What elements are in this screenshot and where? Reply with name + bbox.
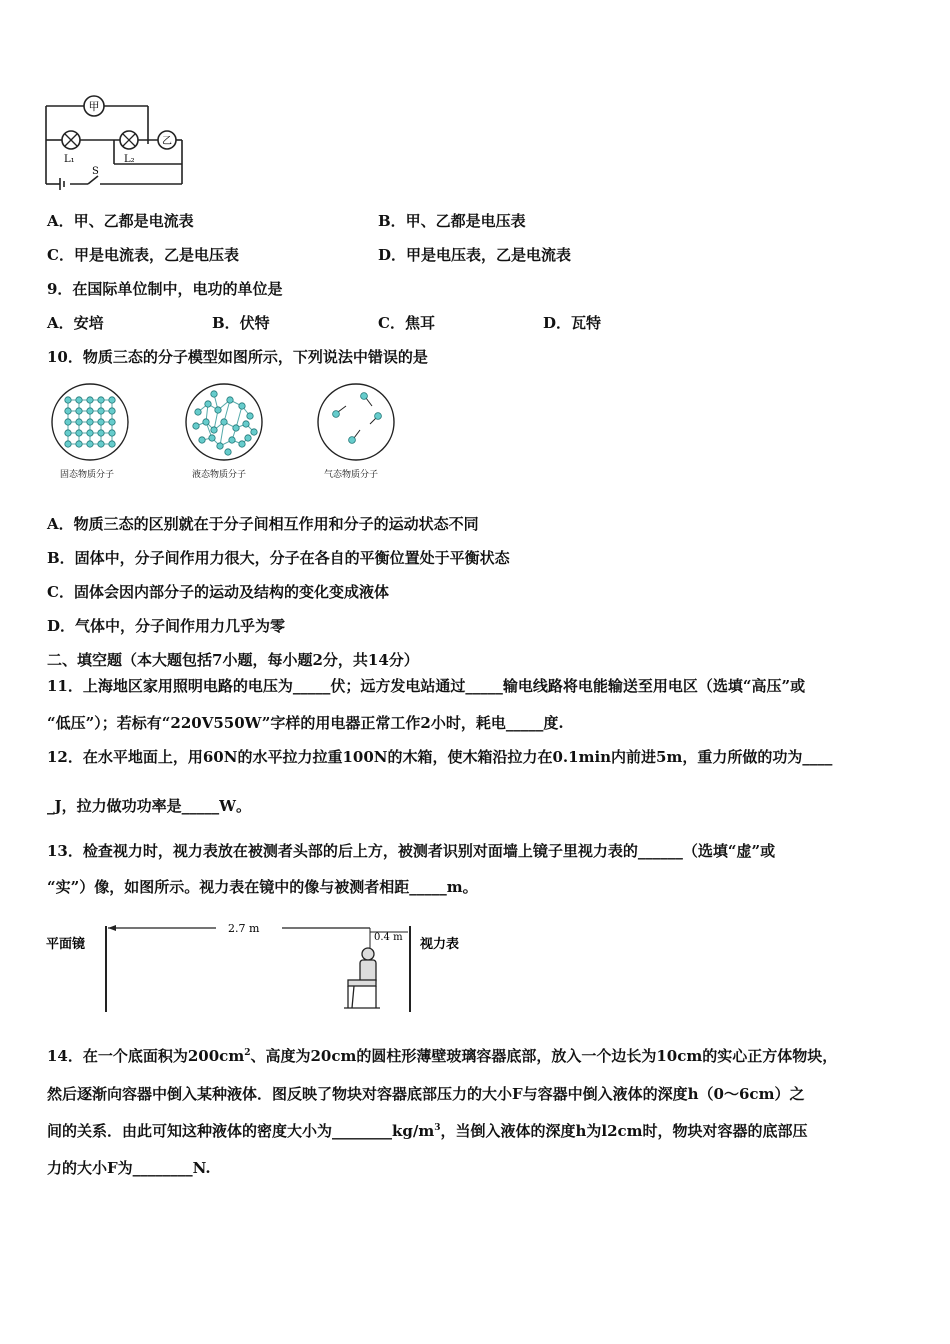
solid-molecule — [109, 397, 115, 403]
q8-option-c[interactable]: C．甲是电流表，乙是电压表 — [47, 246, 239, 264]
svg-text:L₁: L₁ — [64, 154, 75, 165]
solid-molecule — [109, 430, 115, 436]
solid-molecule — [109, 408, 115, 414]
solid-molecule — [87, 430, 93, 436]
lamp-l2 — [120, 131, 138, 165]
distance-total: 2.7 m — [228, 922, 260, 935]
solid-molecule — [87, 441, 93, 447]
q14-line1: 14．在一个底面积为$200cm^2$、高度为20cm的圆柱形薄壁玻璃容器底部，放入一个边长为10cm的实心正方体物块， — [47, 1047, 838, 1065]
solid-molecule — [87, 408, 93, 414]
solid-molecule-model — [50, 382, 130, 462]
chart-label: 视力表 — [420, 937, 460, 952]
solid-molecule — [98, 430, 104, 436]
q14-line4: 力的大小F为________N. — [47, 1159, 211, 1177]
caption-solid: 固态物质分子 — [60, 470, 115, 480]
person-figure — [344, 948, 380, 1008]
q9-option-c[interactable]: C．焦耳 — [378, 314, 435, 332]
q10-option-c[interactable]: C．固体会因内部分子的运动及结构的变化变成液体 — [47, 583, 389, 601]
switch-label: S — [92, 166, 99, 177]
section-heading: 二、填空题（本大题包括7小题，每小题2分，共14分） — [47, 651, 419, 669]
q9-stem: 9．在国际单位制中，电功的单位是 — [47, 280, 283, 298]
mirror-label: 平面镜 — [46, 937, 86, 952]
q9-option-b[interactable]: B．伏特 — [212, 314, 270, 332]
q8-option-b[interactable]: B．甲、乙都是电压表 — [378, 212, 526, 230]
lamp-l1 — [62, 131, 80, 165]
solid-molecule — [109, 441, 115, 447]
solid-molecule — [76, 430, 82, 436]
caption-liquid: 液态物质分子 — [192, 470, 247, 480]
solid-molecule — [76, 441, 82, 447]
distance-small: 0.4 m — [374, 932, 403, 943]
q10-stem: 10．物质三态的分子模型如图所示，下列说法中错误的是 — [47, 348, 428, 366]
q10-option-b[interactable]: B．固体中，分子间作用力很大，分子在各自的平衡位置处于平衡状态 — [47, 549, 510, 567]
solid-molecule — [98, 408, 104, 414]
meter-yi — [158, 131, 176, 149]
solid-molecule — [76, 397, 82, 403]
q9-option-a[interactable]: A．安培 — [47, 314, 104, 332]
solid-molecule — [65, 419, 71, 425]
solid-molecule — [76, 419, 82, 425]
solid-molecule — [87, 397, 93, 403]
q8-option-d[interactable]: D．甲是电压表，乙是电流表 — [378, 246, 572, 264]
q10-option-a[interactable]: A．物质三态的区别就在于分子间相互作用和分子的运动状态不同 — [47, 515, 479, 533]
q13-line2: “实”）像，如图所示。视力表在镜中的像与被测者相距_____m。 — [47, 878, 478, 896]
solid-molecule — [65, 397, 71, 403]
solid-molecule — [76, 408, 82, 414]
q9-option-d[interactable]: D．瓦特 — [543, 314, 602, 332]
q11-line1: 11．上海地区家用照明电路的电压为_____伏；远方发电站通过_____输电线路将电能输送至用电区（选填“高压”或 — [47, 677, 806, 695]
q10-option-d[interactable]: D．气体中，分子间作用力几乎为零 — [47, 617, 286, 635]
meter-jia — [84, 96, 104, 116]
caption-gas: 气态物质分子 — [324, 470, 379, 480]
solid-molecule — [109, 419, 115, 425]
liquid-molecule-model — [184, 382, 264, 462]
solid-molecule — [65, 441, 71, 447]
svg-text:乙: 乙 — [162, 136, 172, 147]
solid-molecule — [87, 419, 93, 425]
eye-test-diagram — [40, 914, 480, 1018]
q11-line2: “低压”）；若标有“220V550W”字样的用电器正常工作2小时，耗电_____度. — [47, 714, 564, 732]
q14-line2: 然后逐渐向容器中倒入某种液体．图反映了物块对容器底部压力的大小F与容器中倒入液体的深度h（0～6cm）之 — [47, 1085, 805, 1103]
svg-text:L₂: L₂ — [124, 154, 135, 165]
q12-line2: _J，拉力做功功率是_____W。 — [47, 797, 251, 815]
solid-molecule — [98, 397, 104, 403]
solid-molecule — [98, 441, 104, 447]
q12-line1: 12．在水平地面上，用60N的水平拉力拉重100N的木箱，使木箱沿拉力在0.1min内前进5m，重力所做的功为____ — [47, 748, 833, 766]
solid-molecule — [98, 419, 104, 425]
circuit-diagram — [40, 92, 190, 192]
solid-molecule — [65, 408, 71, 414]
q13-line1: 13．检查视力时，视力表放在被测者头部的后上方，被测者识别对面墙上镜子里视力表的______（选填“虚”或 — [47, 842, 776, 860]
q8-option-a[interactable]: A．甲、乙都是电流表 — [47, 212, 194, 230]
solid-molecule — [65, 430, 71, 436]
gas-molecule-model — [316, 382, 396, 462]
q14-line3: 间的关系．由此可知这种液体的密度大小为$\_\_\_\_\_\_\_\_kg/m^3$，当倒入液体的深度h为l2cm时，物块对容器的底部压 — [47, 1122, 808, 1140]
svg-text:甲: 甲 — [88, 100, 100, 113]
